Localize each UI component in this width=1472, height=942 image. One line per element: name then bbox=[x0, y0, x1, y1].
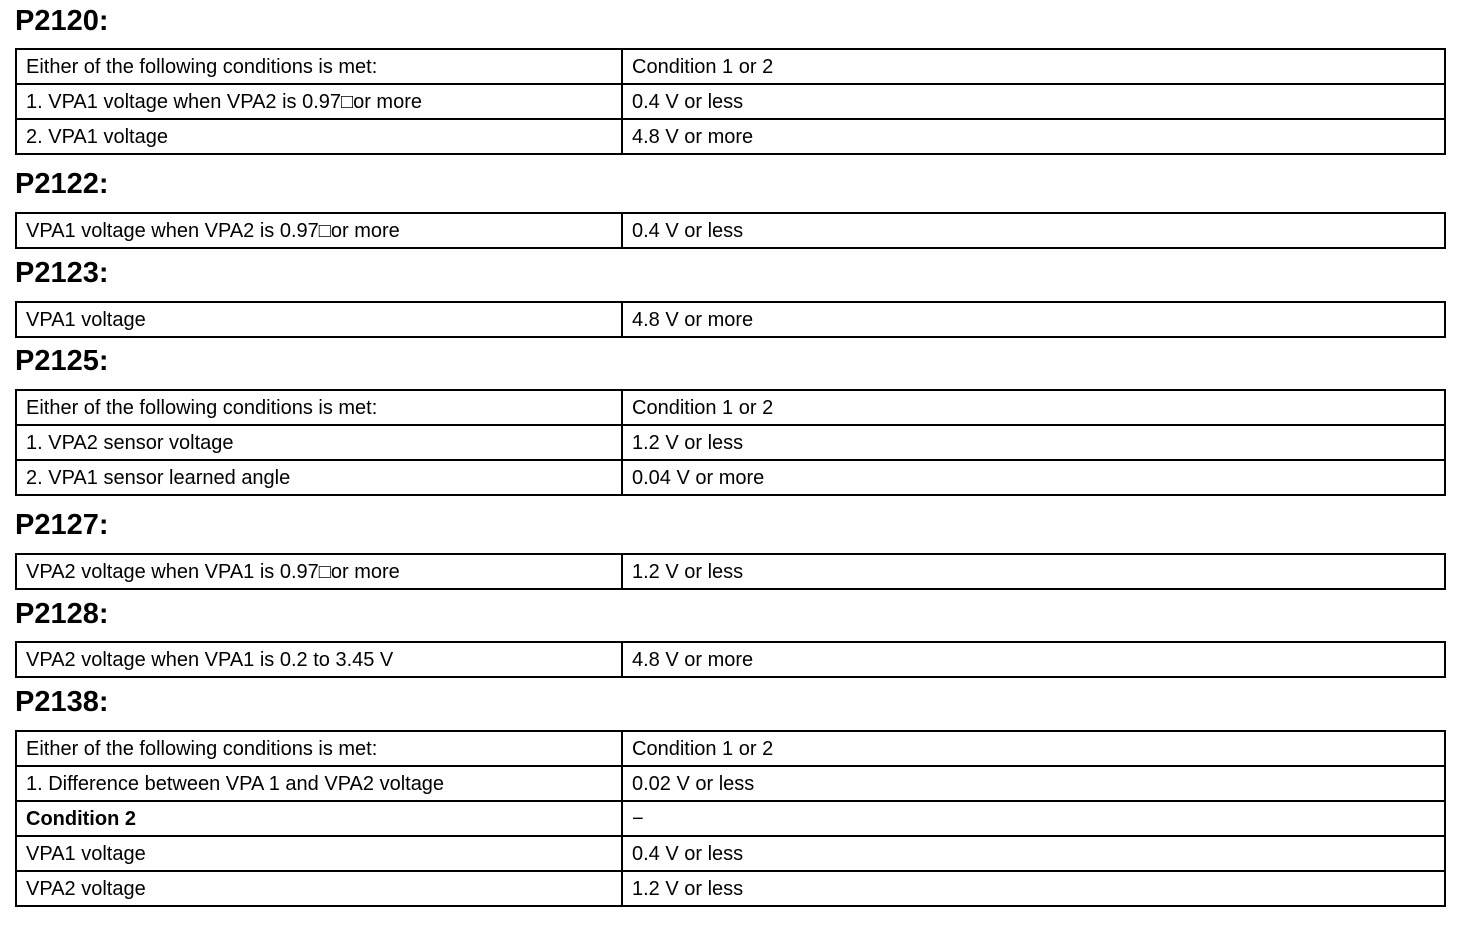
dtc-table-p2123 bbox=[15, 301, 1446, 338]
table-row bbox=[16, 425, 1445, 460]
threshold-cell: 1.2 V or less bbox=[622, 425, 1445, 460]
dtc-table-p2122 bbox=[15, 212, 1446, 249]
table-row bbox=[16, 801, 1445, 836]
condition-cell: Condition 2 bbox=[16, 801, 622, 836]
threshold-cell: 4.8 V or more bbox=[622, 119, 1445, 154]
dtc-heading-p2122: P2122: bbox=[15, 168, 109, 200]
table-row bbox=[16, 871, 1445, 906]
condition-cell: 1. VPA1 voltage when VPA2 is 0.97□or more bbox=[16, 84, 622, 119]
condition-cell: Either of the following conditions is met: bbox=[16, 731, 622, 766]
threshold-cell: 0.04 V or more bbox=[622, 460, 1445, 495]
dtc-table-p2125 bbox=[15, 389, 1446, 496]
table-row bbox=[16, 460, 1445, 495]
condition-cell: VPA1 voltage bbox=[16, 302, 622, 337]
condition-cell: Either of the following conditions is met: bbox=[16, 49, 622, 84]
table-row bbox=[16, 84, 1445, 119]
threshold-cell: 0.4 V or less bbox=[622, 836, 1445, 871]
condition-cell: 1. Difference between VPA 1 and VPA2 voltage bbox=[16, 766, 622, 801]
dtc-heading-p2125: P2125: bbox=[15, 345, 109, 377]
dtc-table-p2127 bbox=[15, 553, 1446, 590]
dtc-heading-p2127: P2127: bbox=[15, 509, 109, 541]
condition-cell: VPA2 voltage when VPA1 is 0.97□or more bbox=[16, 554, 622, 589]
table-row bbox=[16, 302, 1445, 337]
threshold-cell: Condition 1 or 2 bbox=[622, 731, 1445, 766]
dtc-heading-p2123: P2123: bbox=[15, 257, 109, 289]
condition-cell: Either of the following conditions is met: bbox=[16, 390, 622, 425]
condition-cell: VPA2 voltage when VPA1 is 0.2 to 3.45 V bbox=[16, 642, 622, 677]
condition-cell: 2. VPA1 sensor learned angle bbox=[16, 460, 622, 495]
table-row bbox=[16, 49, 1445, 84]
dtc-heading-p2128: P2128: bbox=[15, 598, 109, 630]
dtc-table-p2138 bbox=[15, 730, 1446, 907]
table-row bbox=[16, 119, 1445, 154]
dtc-table-p2128 bbox=[15, 641, 1446, 678]
table-row bbox=[16, 836, 1445, 871]
table-row bbox=[16, 390, 1445, 425]
condition-cell: VPA2 voltage bbox=[16, 871, 622, 906]
condition-cell: VPA1 voltage bbox=[16, 836, 622, 871]
dtc-table-p2120 bbox=[15, 48, 1446, 155]
threshold-cell: 0.4 V or less bbox=[622, 213, 1445, 248]
threshold-cell: 1.2 V or less bbox=[622, 871, 1445, 906]
threshold-cell: Condition 1 or 2 bbox=[622, 390, 1445, 425]
condition-cell: 1. VPA2 sensor voltage bbox=[16, 425, 622, 460]
table-row bbox=[16, 642, 1445, 677]
threshold-cell: Condition 1 or 2 bbox=[622, 49, 1445, 84]
threshold-cell: 0.02 V or less bbox=[622, 766, 1445, 801]
table-row bbox=[16, 766, 1445, 801]
threshold-cell: 4.8 V or more bbox=[622, 302, 1445, 337]
dtc-heading-p2120: P2120: bbox=[15, 5, 109, 37]
table-row bbox=[16, 554, 1445, 589]
dtc-heading-p2138: P2138: bbox=[15, 686, 109, 718]
threshold-cell: − bbox=[622, 801, 1445, 836]
threshold-cell: 0.4 V or less bbox=[622, 84, 1445, 119]
threshold-cell: 4.8 V or more bbox=[622, 642, 1445, 677]
condition-cell: VPA1 voltage when VPA2 is 0.97□or more bbox=[16, 213, 622, 248]
table-row bbox=[16, 213, 1445, 248]
table-row bbox=[16, 731, 1445, 766]
threshold-cell: 1.2 V or less bbox=[622, 554, 1445, 589]
condition-cell: 2. VPA1 voltage bbox=[16, 119, 622, 154]
